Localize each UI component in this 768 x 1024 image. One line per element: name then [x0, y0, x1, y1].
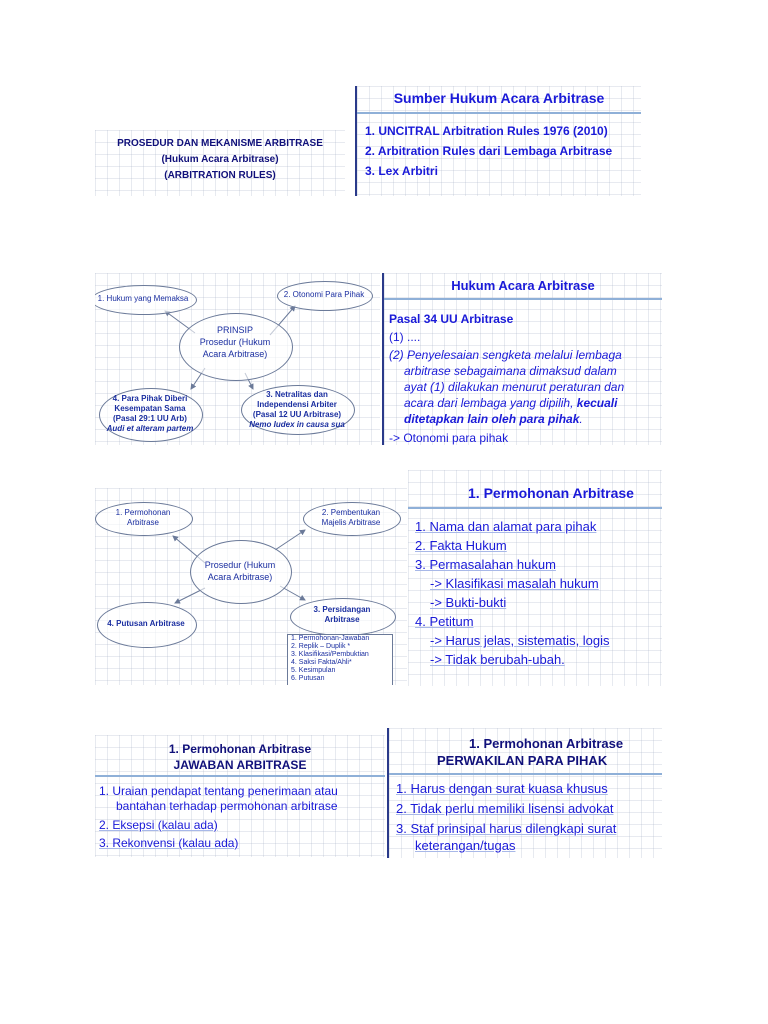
slide5-title-rule [389, 773, 662, 775]
slide3-item2: 2. Fakta Hukum [415, 538, 507, 553]
slide2-node3-line1: 3. Netralitas dan [266, 390, 328, 399]
slide2-node2-label: 2. Otonomi Para Pihak [283, 290, 365, 299]
slide4-item1-cont: bantahan terhadap permohonan arbitrase [116, 799, 338, 813]
slide2-node1-label: 1. Hukum yang Memaksa [97, 294, 189, 303]
slide3-node1-line2: Arbitrase [126, 518, 159, 527]
slide3-item6: 4. Petitum [415, 614, 474, 629]
slide3-node3-line2: Arbitrase [324, 615, 360, 624]
slide5-panel [387, 728, 662, 858]
slide2-pasal: Pasal 34 UU Arbitrase [389, 312, 514, 326]
slide2-p2-line1: (2) Penyelesaian sengketa melalui lembaga [389, 348, 622, 362]
slide2-center-line2: Prosedur (Hukum [199, 337, 271, 347]
slide2-p2-line4 [404, 396, 617, 410]
slide5-title2: PERWAKILAN PARA PIHAK [437, 753, 608, 768]
slide2-node4-line1: 4. Para Pihak Diberi [112, 394, 188, 403]
slide3-item7: -> Harus jelas, sistematis, logis [430, 633, 610, 648]
slide2-p2-line5 [404, 412, 583, 426]
slide3-node2-line1: 2. Pembentukan [321, 508, 381, 517]
slide2-node3-line4: Nemo Iudex in causa sua [249, 420, 345, 429]
slide5-item1: 1. Harus dengan surat kuasa khusus [396, 781, 608, 796]
slide4-item3: 3. Rekonvensi (kalau ada) [99, 836, 239, 850]
slide1-left-line3: (ARBITRATION RULES) [164, 170, 276, 181]
slide2-node4-line3: (Pasal 29:1 UU Arb) [113, 414, 187, 423]
slide2-p1: (1) .... [389, 330, 421, 344]
slide2-p2-line3: ayat (1) dilakukan menurut peraturan dan [404, 380, 625, 394]
slide2-p2-line2: arbitrase sebagaimana dimaksud dalam [404, 364, 617, 378]
slide3-node3-line1: 3. Persidangan [313, 605, 371, 614]
slide1-left-line2: (Hukum Acara Arbitrase) [161, 154, 279, 165]
slide3-item1: 1. Nama dan alamat para pihak [415, 519, 597, 534]
slide1-right-title: Sumber Hukum Acara Arbitrase [393, 90, 605, 106]
slide3-sublist-5: 5. Kesimpulan [291, 667, 336, 674]
slide4-item1: 1. Uraian pendapat tentang penerimaan atau [99, 784, 338, 798]
slide3-node1-line1: 1. Permohonan [115, 508, 171, 517]
slide1-item1: 1. UNCITRAL Arbitration Rules 1976 (2010) [365, 124, 608, 138]
slide1-left-panel [95, 130, 345, 196]
slide3-title-rule [408, 507, 662, 509]
slide3-right-title: 1. Permohonan Arbitrase [468, 485, 634, 501]
slide2-right-panel [382, 273, 662, 445]
slide2-right-title: Hukum Acara Arbitrase [451, 278, 595, 293]
slide5-item3-cont: keterangan/tugas [415, 838, 516, 853]
slide3-node2-line2: Majelis Arbitrase [321, 518, 381, 527]
slide2-title-rule [384, 298, 662, 300]
slide2-node4-line2: Kesempatan Sama [114, 404, 186, 413]
slide4-title2: JAWABAN ARBITRASE [173, 758, 307, 772]
slide2-p2-bold-a: kecuali [576, 396, 618, 410]
slide3-sublist-3: 3. Klasifikasi/Pembuktian [291, 651, 369, 658]
slide1-title-rule [357, 112, 641, 114]
slide3-right-panel [408, 470, 662, 686]
slide2-center-line1: PRINSIP [216, 325, 253, 335]
slide1-item3: 3. Lex Arbitri [365, 164, 438, 178]
slide3-item3: 3. Permasalahan hukum [415, 557, 556, 572]
slide3-sublist-4: 4. Saksi Fakta/Ahli* [291, 659, 352, 666]
slide3-item5: -> Bukti-bukti [430, 595, 507, 610]
slide5-title1: 1. Permohonan Arbitrase [469, 736, 624, 751]
slide5-item2: 2. Tidak perlu memiliki lisensi advokat [396, 801, 614, 816]
slide1-left-line1: PROSEDUR DAN MEKANISME ARBITRASE [117, 138, 323, 149]
slide5-item3: 3. Staf prinsipal harus dilengkapi surat [396, 821, 617, 836]
slide2-diagram-panel [95, 273, 380, 445]
slide2-p2-line4-text: acara dari lembaga yang dipilih, [404, 396, 577, 410]
slide2-center-line3: Acara Arbitrase) [202, 349, 268, 359]
slide3-item4: -> Klasifikasi masalah hukum [430, 576, 599, 591]
slide4-item2: 2. Eksepsi (kalau ada) [99, 818, 218, 832]
slide4-title-rule [95, 775, 385, 777]
slide3-diagram-panel [95, 488, 407, 685]
slide2-node3-line3: (Pasal 12 UU Arbitrase) [252, 410, 342, 419]
slide2-node3-line2: Independensi Arbiter [257, 400, 337, 409]
slide3-sublist-1: 1. Permohonan-Jawaban [291, 635, 370, 642]
slide3-sublist-2: 2. Replik – Duplik * [291, 643, 351, 650]
slide3-node4-label: 4. Putusan Arbitrase [107, 619, 185, 628]
slide3-center-line1: Prosedur (Hukum [204, 560, 276, 570]
slide3-item8: -> Tidak berubah-ubah. [430, 652, 565, 667]
slide4-title1: 1. Permohonan Arbitrase [168, 742, 312, 756]
slide1-right-panel [355, 86, 641, 196]
slide3-sublist-6: 6. Putusan [291, 675, 325, 682]
slide2-node4-line4: Audi et alteram partem [106, 424, 194, 433]
slide1-item2: 2. Arbitration Rules dari Lembaga Arbitrase [365, 144, 613, 158]
slide2-p2-end: . [579, 412, 583, 426]
slide4-panel [95, 735, 385, 857]
slide2-p2-bold-b: ditetapkan lain oleh para pihak [404, 412, 580, 426]
slide3-center-line2: Acara Arbitrase) [207, 572, 273, 582]
slide2-arrow-line: -> Otonomi para pihak [389, 431, 509, 445]
